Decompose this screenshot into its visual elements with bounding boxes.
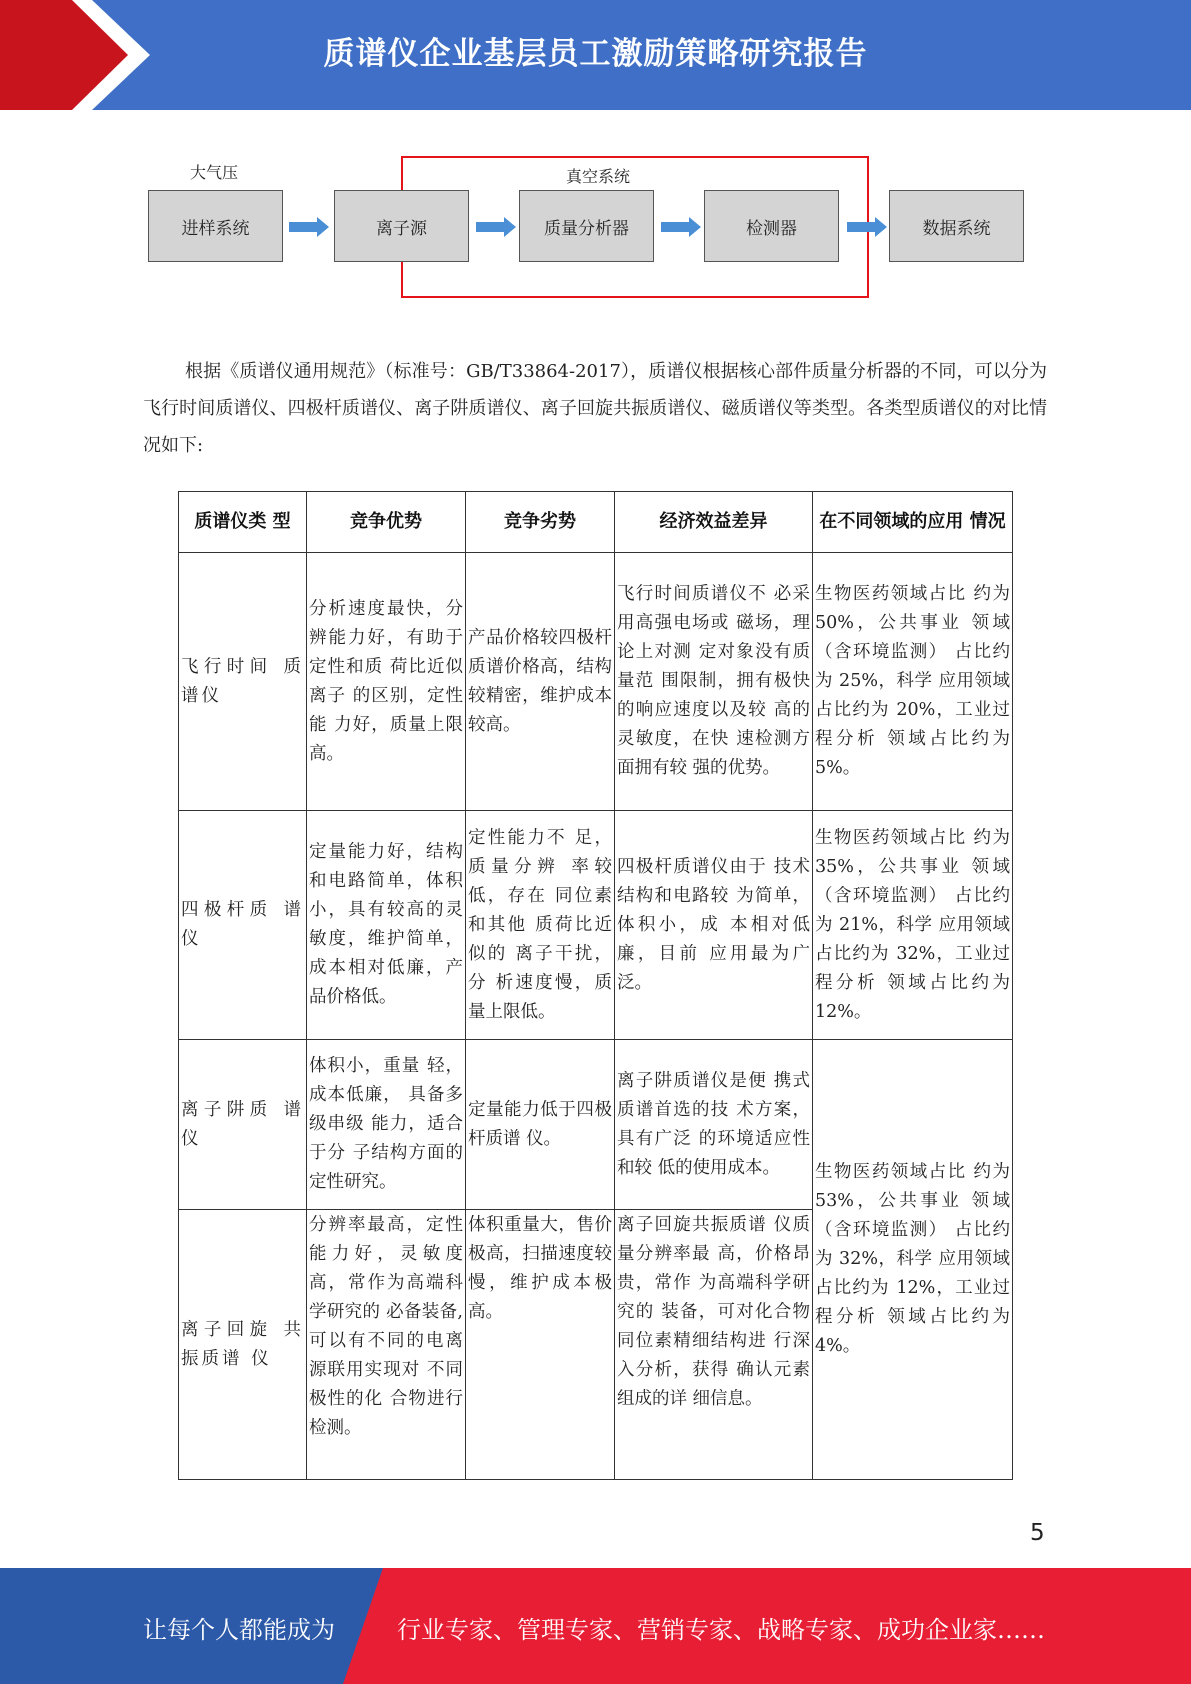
column-header: 在不同领域的应用 情况 xyxy=(813,492,1013,553)
report-title: 质谱仪企业基层员工激励策略研究报告 xyxy=(323,35,868,72)
disadvantage-cell: 体积重量大，售价极高，扫描速度较慢，维护成本极 高。 xyxy=(466,1210,615,1480)
flow-arrow-icon xyxy=(847,217,887,237)
economy-cell: 四极杆质谱仪由于 技术结构和电路较 为简单，体积小，成 本相对低廉，目前 应用最为广泛。 xyxy=(615,811,813,1040)
type-cell: 四极杆质 谱仪 xyxy=(179,811,307,1040)
page-number: 5 xyxy=(1030,1520,1045,1546)
application-cell: 生物医药领域占比 约为 53%，公共事业 领域（含环境监测） 占比约为 32%，科学 应用领域占比约为 12%，工业过程分析 领域占比约为 4%。 xyxy=(813,1040,1013,1480)
table-row xyxy=(179,1040,1013,1210)
flow-box-mass-analyzer: 质量分析器 xyxy=(519,190,654,262)
intro-paragraph: 根据《质谱仪通用规范》（标准号：GB/T33864-2017），质谱仪根据核心部件质量分析器的不同，可以分为飞行时间质谱仪、四极杆质谱仪、离子阱质谱仪、离子回旋共振质谱仪、磁质谱仪等类型。各类型质谱仪的对比情况如下: xyxy=(143,361,1047,456)
type-cell: 离子阱质 谱仪 xyxy=(179,1040,307,1210)
vacuum-system-label: 真空系统 xyxy=(566,167,631,186)
economy-cell: 离子回旋共振质谱 仪质量分辨率最 高，价格昂贵，常作 为高端科学研究的 装备，可对化合物同位素精细结构进 行深入分析，获得 确认元素组成的详 细信息。 xyxy=(615,1210,813,1480)
column-header: 竞争优势 xyxy=(307,492,466,553)
mass-spectrometer-flow-diagram xyxy=(0,140,1191,310)
flow-box-detector: 检测器 xyxy=(704,190,839,262)
header-banner xyxy=(0,0,1191,110)
column-header: 竞争劣势 xyxy=(466,492,615,553)
flow-arrow-icon xyxy=(476,217,516,237)
economy-cell: 飞行时间质谱仪不 必采用高强电场或 磁场，理论上对测 定对象没有质量范 围限制，拥有极快 的响应速度以及较 高的灵敏度，在快 速检测方面拥有较 强的优势。 xyxy=(615,553,813,811)
column-header: 经济效益差异 xyxy=(615,492,813,553)
flow-arrow-icon xyxy=(289,217,329,237)
type-cell: 离子回旋 共振质谱 仪 xyxy=(179,1210,307,1480)
table-row xyxy=(179,811,1013,1040)
advantage-cell: 分析速度最快，分辨能力好，有助于定性和质 荷比近似离子 的区别，定性能 力好，质量上限 高。 xyxy=(307,553,466,811)
mass-spectrometer-comparison-table xyxy=(178,491,1013,1480)
application-cell: 生物医药领域占比 约为 50%，公共事业 领域（含环境监测） 占比约为 25%，科学 应用领域占比约为 20%，工业过程分析 领域占比约为 5%。 xyxy=(813,553,1013,811)
column-header: 质谱仪类 型 xyxy=(179,492,307,553)
table-row xyxy=(179,553,1013,811)
disadvantage-cell: 定性能力不 足，质量分辨 率较低，存在 同位素和其他 质荷比近似的 离子干扰，分 析速度慢，质 量上限低。 xyxy=(466,811,615,1040)
flow-box-ion-source: 离子源 xyxy=(334,190,469,262)
footer-slogan-left: 让每个人都能成为 xyxy=(143,1616,335,1644)
footer-slogan-right: 行业专家、管理专家、营销专家、战略专家、成功企业家…… xyxy=(397,1616,1045,1644)
economy-cell: 离子阱质谱仪是便 携式质谱首选的技 术方案，具有广泛 的环境适应性和较 低的使用成本。 xyxy=(615,1040,813,1210)
advantage-cell: 定量能力好，结构和电路简单，体积小，具有较高的灵敏度，维护简单，成本相对低廉，产品价格低。 xyxy=(307,811,466,1040)
advantage-cell: 分辨率最高，定性能力好，灵敏度高，常作为高端科学研究的 必备装备,可以有不同的电离 源联用实现对 不同极性的化 合物进行检测。 xyxy=(307,1210,466,1480)
advantage-cell: 体积小，重量 轻，成本低廉， 具备多级串级 能力，适合于分 子结构方面的 定性研究。 xyxy=(307,1040,466,1210)
flow-box-sample-injection: 进样系统 xyxy=(148,190,283,262)
atmosphere-label: 大气压 xyxy=(190,163,239,182)
flow-arrow-icon xyxy=(661,217,701,237)
disadvantage-cell: 产品价格较四极杆质谱价格高，结构较精密，维护成本较高。 xyxy=(466,553,615,811)
table-header-row xyxy=(179,492,1013,553)
type-cell: 飞行时间 质谱仪 xyxy=(179,553,307,811)
flow-box-data-system: 数据系统 xyxy=(889,190,1024,262)
disadvantage-cell: 定量能力低于四极杆质谱 仪。 xyxy=(466,1040,615,1210)
application-cell: 生物医药领域占比 约为 35%，公共事业 领域（含环境监测） 占比约为 21%，科学 应用领域占比约为 32%，工业过程分析 领域占比约为 12%。 xyxy=(813,811,1013,1040)
